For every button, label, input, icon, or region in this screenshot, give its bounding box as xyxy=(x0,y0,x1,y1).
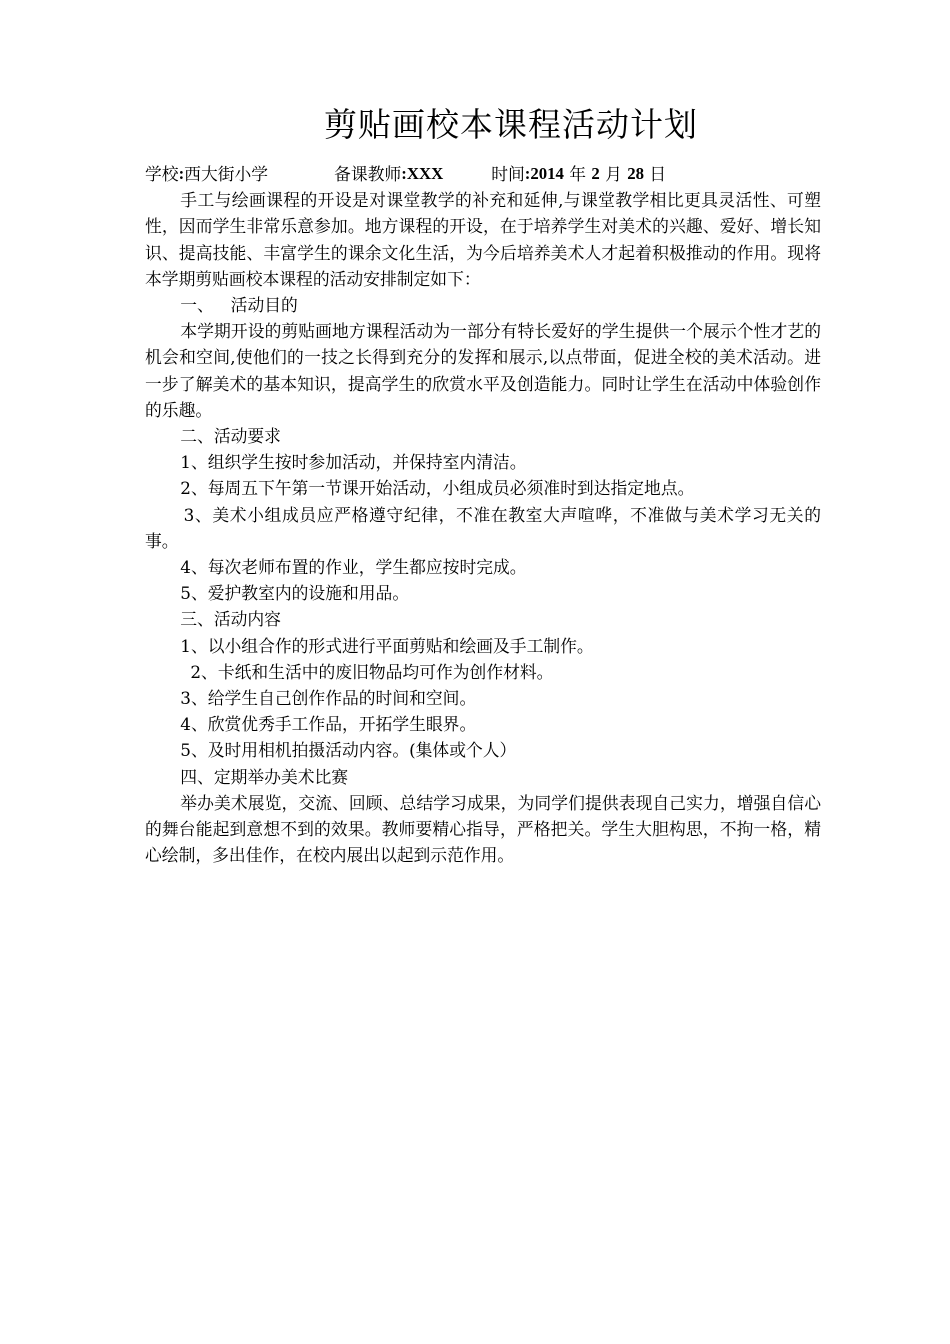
document-body xyxy=(145,161,821,868)
section-4-paragraph: 举办美术展览，交流、回顾、总结学习成果，为同学们提供表现自己实力，增强自信心的舞台能起到意想不到的效果。教师要精心指导，严格把关。学生大胆构思，不拘一格，精心绘制，多出佳作，在校内展出以起到示范作用。 xyxy=(145,792,821,866)
intro-paragraph: 手工与绘画课程的开设是对课堂教学的补充和延伸,与课堂教学相比更具灵活性、可塑性，因而学生非常乐意参加。地方课程的开设，在于培养学生对美术的兴趣、爱好、增长知识、提高技能、丰富学生的课余文化生活，为今后培养美术人才起着积极推动的作用。现将本学期剪贴画校本课程的活动安排制定如下： xyxy=(145,190,821,289)
date-year: 2014 xyxy=(530,164,564,183)
meta-line xyxy=(145,161,821,187)
school-colon: : xyxy=(178,164,185,183)
section-2-item: 4、每次老师布置的作业，学生都应按时完成。 xyxy=(180,557,527,578)
time-colon: : xyxy=(524,164,531,183)
section-3-item: 4、欣赏优秀手工作品，开拓学生眼界。 xyxy=(180,714,477,735)
date-month: 2 xyxy=(591,164,600,183)
section-2-heading: 二、活动要求 xyxy=(180,426,281,447)
school-label: 学校 xyxy=(145,164,179,184)
date-day-unit: 日 xyxy=(649,164,667,184)
section-4-heading: 四、定期举办美术比赛 xyxy=(180,766,349,787)
section-3-item: 2、卡纸和生活中的废旧物品均可作为创作材料。 xyxy=(190,661,554,682)
section-2-item: 3、美术小组成员应严格遵守纪律，不准在教室大声喧哗，不准做与美术学习无关的事。 xyxy=(145,504,821,551)
section-1-title: 活动目的 xyxy=(230,295,298,316)
teacher-colon: : xyxy=(401,164,407,183)
date-year-unit: 年 xyxy=(569,164,587,184)
time-label: 时间 xyxy=(491,164,525,184)
section-1-paragraph: 本学期开设的剪贴画地方课程活动为一部分有特长爱好的学生提供一个展示个性才艺的机会和空间,使他们的一技之长得到充分的发挥和展示,以点带面，促进全校的美术活动。进一步了解美术的基本知识，提高学生的欣赏水平及创造能力。同时让学生在活动中体验创作的乐趣。 xyxy=(145,321,821,420)
section-3-item: 1、以小组合作的形式进行平面剪贴和绘画及手工制作。 xyxy=(180,635,594,656)
section-3-heading: 三、活动内容 xyxy=(180,609,281,630)
document-title: 剪贴画校本课程活动计划 xyxy=(324,105,698,144)
school-value: 西大街小学 xyxy=(184,164,269,184)
date-day: 28 xyxy=(627,164,645,183)
date-month-unit: 月 xyxy=(605,164,622,184)
section-2-item: 1、组织学生按时参加活动，并保持室内清洁。 xyxy=(180,452,527,473)
section-3-item: 3、给学生自己创作作品的时间和空间。 xyxy=(180,688,477,709)
section-1-number: 一、 xyxy=(180,295,214,316)
section-2-item: 2、每周五下午第一节课开始活动，小组成员必须准时到达指定地点。 xyxy=(180,478,695,499)
section-3-item: 5、及时用相机拍摄活动内容。(集体或个人） xyxy=(180,740,517,761)
section-2-item: 5、爱护教室内的设施和用品。 xyxy=(180,583,410,604)
section-1-heading xyxy=(145,292,821,318)
teacher-value: XXX xyxy=(406,164,444,183)
teacher-label: 备课教师 xyxy=(334,164,402,184)
